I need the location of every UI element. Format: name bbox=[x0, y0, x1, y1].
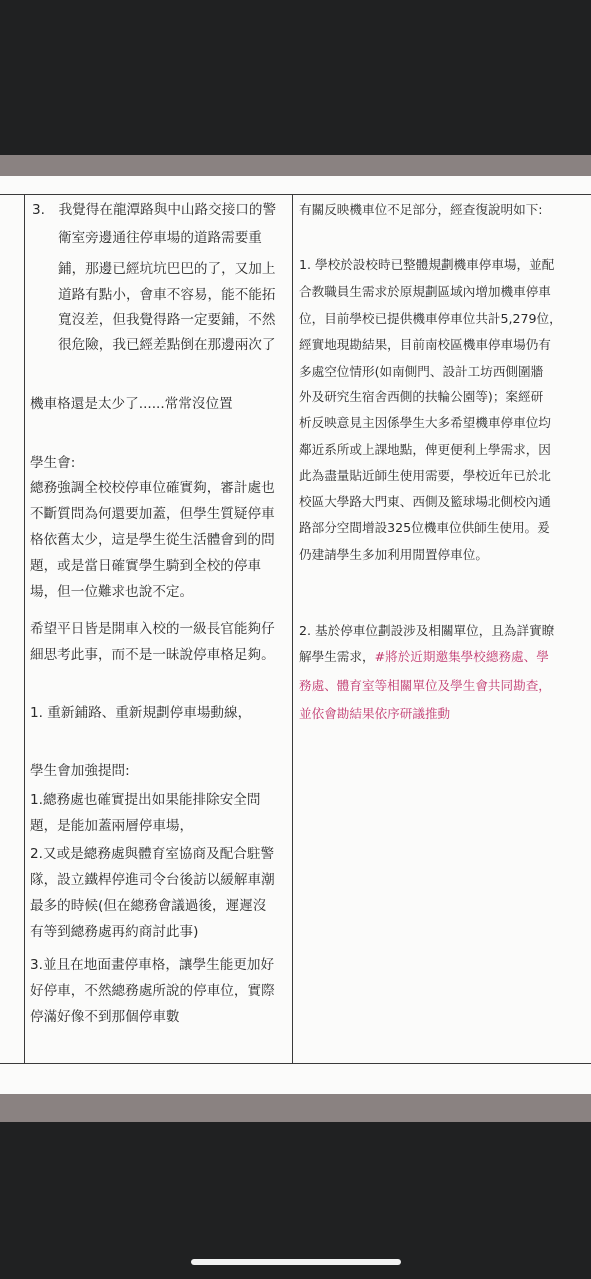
left-line: 寬沒差，但我覺得路一定要鋪，不然 bbox=[58, 312, 276, 328]
right-line: 外及研究生宿舍西側的扶輪公園等)；案經研 bbox=[299, 389, 544, 404]
right-line: 此為盡量貼近師生使用需要，學校近年已於北 bbox=[299, 468, 551, 483]
left-line: 格依舊太少，這是學生從生活體會到的問 bbox=[30, 532, 275, 548]
right-line: 鄰近系所或上課地點，俾更便利上學需求，因 bbox=[299, 442, 551, 457]
left-line: 鋪，那邊已經坑坑巴巴的了，又加上 bbox=[58, 261, 276, 277]
top-dark-area bbox=[0, 0, 591, 155]
document-page bbox=[0, 176, 591, 1094]
left-line: 隊，設立鐵桿停進司令台後訪以緩解車潮 bbox=[30, 872, 275, 888]
right-line: 多處空位情形(如南側門、設計工坊西側圍牆 bbox=[299, 364, 544, 379]
table-column-divider bbox=[292, 194, 293, 1064]
right-line: 合教職員生需求於原規劃區域內增加機車停車 bbox=[299, 284, 551, 299]
reply2-text: 解學生需求， bbox=[299, 649, 375, 664]
right-line: 1. 學校於設校時已整體規劃機車停車場，並配 bbox=[299, 257, 555, 272]
reply2-highlight: #將於近期邀集學校總務處、學 bbox=[374, 649, 549, 664]
bottom-dark-area bbox=[0, 1122, 591, 1279]
left-line: 2.又或是總務處與體育室協商及配合駐警 bbox=[30, 846, 275, 862]
right-line: 位，目前學校已提供機車停車位共計5,279位， bbox=[299, 311, 562, 326]
left-line: 1. 重新鋪路、重新規劃停車場動線， bbox=[30, 705, 252, 721]
right-line: 路部分空間增設325位機車位供師生使用。爰 bbox=[299, 520, 550, 535]
left-line: 道路有點小，會車不容易，能不能拓 bbox=[58, 287, 276, 303]
left-section-label: 學生會加強提問: bbox=[30, 763, 130, 779]
left-line: 1.總務處也確實提出如果能排除安全問 bbox=[30, 792, 261, 808]
right-line: 仍建請學生多加利用閒置停車位。 bbox=[299, 547, 488, 562]
left-line: 希望平日皆是開車入校的一級長官能夠仔 bbox=[30, 621, 275, 637]
left-line: 衛室旁邊通往停車場的道路需要重 bbox=[58, 230, 262, 246]
left-section-label: 學生會: bbox=[30, 455, 76, 471]
left-line: 3.並且在地面畫停車格，讓學生能更加好 bbox=[30, 957, 275, 973]
top-gray-band bbox=[0, 155, 591, 176]
left-line: 有等到總務處再約商討此事) bbox=[30, 924, 199, 940]
left-line: 細思考此事，而不是一昧說停車格足夠。 bbox=[30, 647, 275, 663]
left-line: 題，是能加蓋兩層停車場， bbox=[30, 818, 194, 834]
right-line: 2. 基於停車位劃設涉及相關單位，且為詳實瞭 bbox=[299, 623, 555, 638]
right-line: 析反映意見主因係學生大多希望機車停車位均 bbox=[299, 415, 551, 430]
bottom-gray-band bbox=[0, 1094, 591, 1122]
right-line-highlight: 並依會勘結果依序研議推動 bbox=[299, 706, 451, 721]
left-line: 場，但一位難求也說不定。 bbox=[30, 584, 194, 600]
table-bottom-border bbox=[0, 1063, 591, 1064]
left-line: 最多的時候(但在總務會議過後，遲遲沒 bbox=[30, 898, 267, 914]
left-line: 好停車，不然總務處所說的停車位，實際 bbox=[30, 983, 275, 999]
right-line: 有關反映機車位不足部分，經查復說明如下: bbox=[299, 202, 543, 217]
right-line-mixed bbox=[299, 645, 549, 670]
right-line-highlight: 務處、體育室等相關單位及學生會共同勘查， bbox=[299, 678, 551, 693]
table-top-border bbox=[0, 194, 591, 195]
left-line: 機車格還是太少了......常常沒位置 bbox=[30, 396, 233, 412]
left-line: 3. 我覺得在龍潭路與中山路交接口的警 bbox=[32, 202, 277, 218]
left-line: 停滿好像不到那個停車數 bbox=[30, 1009, 180, 1025]
left-line: 不斷質問為何還要加蓋，但學生質疑停車 bbox=[30, 506, 275, 522]
right-line: 校區大學路大門東、西側及籃球場北側校內通 bbox=[299, 494, 551, 509]
left-line: 題，或是當日確實學生騎到全校的停車 bbox=[30, 558, 262, 574]
table-left-border bbox=[24, 194, 25, 1064]
right-line: 經實地現勘結果，目前南校區機車停車場仍有 bbox=[299, 337, 551, 352]
home-indicator[interactable] bbox=[191, 1259, 401, 1265]
left-line: 很危險，我已經差點倒在那邊兩次了 bbox=[58, 337, 276, 353]
left-line: 總務強調全校校停車位確實夠，審計處也 bbox=[30, 480, 275, 496]
